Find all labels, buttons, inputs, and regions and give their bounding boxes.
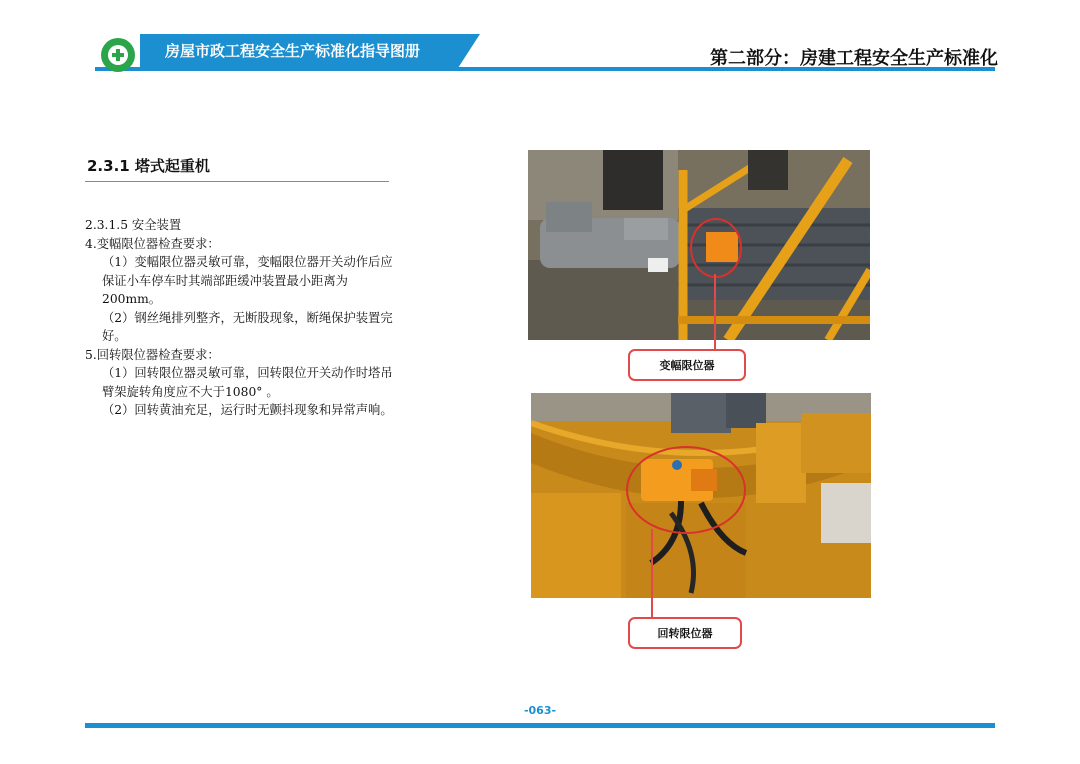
slewing-callout-leader xyxy=(651,529,653,618)
slewing-limiter-label: 回转限位器 xyxy=(628,617,742,649)
item-slewing-2: （2）回转黄油充足，运行时无颤抖现象和异常声响。 xyxy=(102,403,393,417)
luffing-limiter-highlight xyxy=(690,218,742,278)
subsection-heading: 2.3.1.5 安全装置 xyxy=(85,218,182,232)
green-cross-icon xyxy=(101,38,135,72)
header-bar-edge xyxy=(458,34,480,68)
luffing-callout-leader xyxy=(714,274,716,350)
item-luffing-1: （1）变幅限位器灵敏可靠，变幅限位器开关动作后应保证小车停车时其端部距缓冲装置最小距离为200mm。 xyxy=(102,255,393,306)
luffing-limiter-label: 变幅限位器 xyxy=(628,349,746,381)
item-heading-luffing: 4.变幅限位器检查要求： xyxy=(85,236,220,251)
header-left-title: 房屋市政工程安全生产标准化指导图册 xyxy=(165,42,421,60)
item-heading-slewing: 5.回转限位器检查要求： xyxy=(85,347,220,362)
item-slewing-1: （1）回转限位器灵敏可靠，回转限位开关动作时塔吊臂架旋转角度应不大于1080° 。 xyxy=(102,366,393,399)
section-divider xyxy=(85,181,389,182)
header-right-title: 第二部分：房建工程安全生产标准化 xyxy=(710,48,998,69)
section-title: 2.3.1 塔式起重机 xyxy=(87,157,210,175)
body-text xyxy=(85,216,395,420)
footer-rule xyxy=(85,723,995,728)
slewing-limiter-highlight xyxy=(626,446,746,534)
item-luffing-2: （2）钢丝绳排列整齐，无断股现象，断绳保护装置完好。 xyxy=(102,310,393,343)
page-number: -063- xyxy=(523,704,557,717)
